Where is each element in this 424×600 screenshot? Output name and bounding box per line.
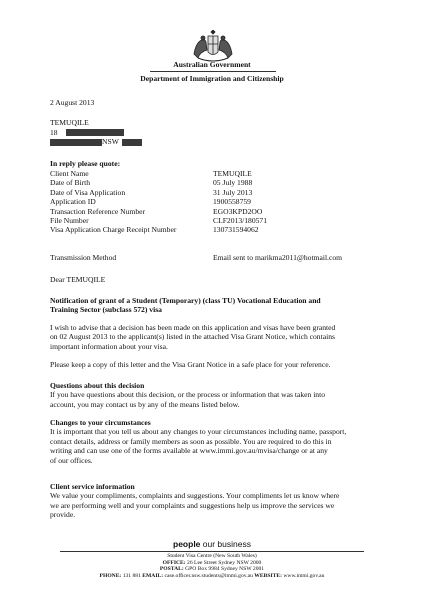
text-line: If you have questions about this decision, or the process or information that was taken into [50, 390, 326, 400]
detail-label: Application ID [50, 197, 96, 207]
subject-line: Notification of grant of a Student (Temporary) (class TU) Vocational Education and [50, 296, 321, 305]
detail-row [50, 169, 380, 178]
detail-value: 130731594062 [213, 225, 259, 235]
government-title: Australian Government [173, 60, 251, 69]
brand-bold: people [173, 539, 201, 549]
footer-label: PHONE: [99, 572, 122, 579]
text-line: contact details, address or family members as soon as possible. You are required to do this in [50, 436, 332, 446]
salutation: Dear TEMUQILE [50, 275, 106, 284]
footer-email-link[interactable]: case.officer.nsw.students@immi.gov.au [163, 572, 255, 579]
transmission-value: Email sent to marikma2011@hotmail.com [213, 253, 343, 262]
footer-postal [0, 566, 424, 573]
text-line: on 02 August 2013 to the applicant(s) listed in the attached Visa Grant Notice, which contains [50, 332, 335, 342]
footer-label: OFFICE: [162, 559, 186, 566]
detail-row [50, 207, 380, 216]
detail-value: 1900558759 [213, 197, 251, 207]
questions-section [50, 381, 380, 409]
client-service-section [50, 482, 380, 520]
footer-value: 26 Lee Street Sydney NSW 2000 [185, 559, 262, 566]
detail-label: Date of Visa Application [50, 187, 126, 197]
detail-value: EGO3KPD2OO [213, 206, 263, 216]
footer-value: 131 881 [121, 572, 143, 579]
address-line-2 [50, 137, 142, 146]
recipient-name: TEMUQILE [50, 118, 89, 127]
text-line: writing and can use one of the forms available at www.immi.gov.au/mvisa/change or at any [50, 446, 328, 456]
footer-office-name: Student Visa Centre (New South Wales) [167, 553, 257, 559]
text-line: of our offices. [50, 455, 93, 465]
address-prefix: 18 [50, 127, 58, 137]
decision-paragraph [50, 323, 380, 351]
redacted-block [66, 129, 124, 136]
footer-brand [0, 540, 424, 549]
text-line: It is important that you tell us about any changes to your circumstances including name, passport, [50, 427, 347, 437]
detail-value: CLF2013/180571 [213, 215, 268, 225]
text-line: I wish to advise that a decision has been made on this application and visas have been granted [50, 323, 336, 332]
text-line: provide. [50, 510, 76, 520]
footer-contact [0, 553, 424, 579]
department-title: Department of Immigration and Citizenship [140, 74, 284, 83]
redacted-block [122, 139, 142, 146]
text-line: account, you may contact us by any of the means listed below. [50, 399, 240, 409]
text-line: we are performing well and your complaints and suggestions help us improve the services we [50, 500, 335, 510]
keep-copy-paragraph: Please keep a copy of this letter and the Visa Grant Notice in a safe place for your reference. [50, 360, 331, 369]
section-heading: Questions about this decision [50, 381, 145, 390]
detail-row [50, 188, 380, 197]
detail-row [50, 225, 380, 234]
section-heading: Changes to your circumstances [50, 418, 151, 427]
transmission-label: Transmission Method [50, 253, 117, 262]
address-line-1 [50, 128, 124, 137]
footer-website-link[interactable]: www.immi.gov.au [281, 572, 325, 579]
footer-label: EMAIL: [142, 572, 164, 579]
detail-value: 05 July 1988 [213, 178, 253, 188]
footer-office [0, 560, 424, 567]
detail-row [50, 178, 380, 187]
coat-of-arms-icon [186, 30, 240, 64]
footer-label: WEBSITE: [254, 572, 282, 579]
text-line: We value your compliments, complaints and suggestions. Your compliments let us know where [50, 491, 340, 501]
reference-details [50, 169, 380, 235]
detail-label: Transaction Reference Number [50, 206, 146, 216]
address-state: NSW [102, 137, 119, 146]
footer-rule [60, 551, 364, 552]
section-heading: Client service information [50, 482, 135, 491]
header-rule [150, 71, 276, 72]
letter-date: 2 August 2013 [50, 98, 95, 107]
text-line: important information about your visa. [50, 341, 168, 351]
detail-label: Client Name [50, 169, 89, 178]
changes-section [50, 418, 380, 465]
detail-value: 31 July 2013 [213, 187, 253, 197]
subject [50, 296, 380, 315]
transmission-method [50, 253, 380, 262]
brand-rest: our business [200, 539, 251, 549]
footer-label: POSTAL: [159, 566, 184, 573]
redacted-block [50, 139, 102, 146]
reply-heading: In reply please quote: [50, 159, 121, 168]
subject-line: Training Sector (subclass 572) visa [50, 305, 162, 315]
detail-value: TEMUQILE [213, 169, 252, 178]
detail-label: Date of Birth [50, 178, 91, 188]
detail-row [50, 216, 380, 225]
detail-row [50, 253, 380, 262]
detail-row [50, 197, 380, 206]
detail-label: Visa Application Charge Receipt Number [50, 225, 177, 235]
footer-value: GPO Box 9984 Sydney NSW 2001 [183, 566, 265, 573]
detail-label: File Number [50, 215, 89, 225]
footer-phone-email-web [0, 573, 424, 580]
